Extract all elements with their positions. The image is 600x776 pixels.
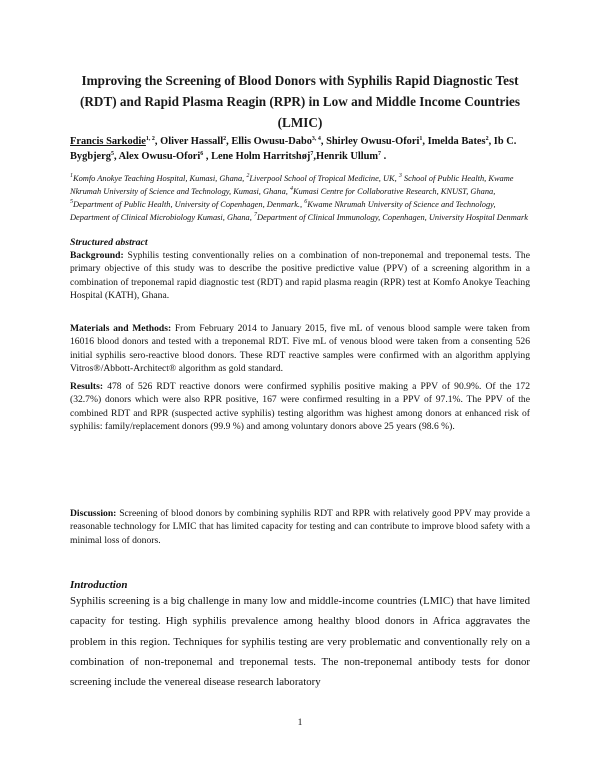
author-name: Alex Owusu-Ofori (118, 151, 201, 162)
author-affil-mark: 1, 2 (145, 136, 155, 142)
abstract-background (70, 249, 530, 303)
affil-mark: 4 (289, 186, 293, 193)
affil-mark: 3 (398, 173, 402, 179)
author (428, 136, 489, 147)
author-affil-mark: 7 (378, 151, 382, 157)
author (316, 151, 381, 162)
section-label: Materials and Methods: (70, 323, 172, 334)
introduction-text: Syphilis screening is a big challenge in many low and middle-income countries (LMIC) that have limited capacity for testing. High syphilis prevalence among healthy blood donors in Africa aggravates the problem in this region. Techniques for syphilis testing are very problematic and conventionally rely on a combination of non-treponemal and treponemal tests. The non-treponemal antibody tests for donor screening include the venereal disease research laboratory (70, 595, 530, 689)
author-affil-mark: 2 (223, 136, 227, 142)
author-name: Francis Sarkodie (70, 136, 146, 147)
section-text: Screening of blood donors by combining syphilis RDT and RPR with relatively good PPV may provide a reasonable technology for LMIC that has limited capacity for testing and can contribute to improve blood safety with a minimal loss of donors. (70, 508, 530, 546)
abstract-heading: Structured abstract (70, 237, 148, 248)
affiliations (70, 172, 530, 224)
affil-mark: 7 (253, 212, 257, 219)
author-name: Oliver Hassall (160, 136, 224, 147)
author-name: Imelda Bates (427, 136, 486, 147)
author-affil-mark: 3, 4 (311, 136, 321, 142)
author (211, 151, 313, 162)
affiliation: Department of Public Health, University of Copenhagen, Denmark., (73, 200, 305, 210)
introduction-heading: Introduction (70, 579, 128, 591)
author (119, 151, 204, 162)
author-affil-mark: 2 (485, 136, 489, 142)
abstract-results (70, 380, 530, 434)
author (231, 136, 321, 147)
page-number: 1 (297, 717, 303, 728)
affiliation: Komfo Anokye Teaching Hospital, Kumasi, Ghana, (73, 174, 247, 183)
author-name: Ib C. Bygbjerg (70, 136, 517, 162)
affil-mark: 5 (70, 199, 73, 206)
author (70, 136, 155, 147)
author-affil-mark: 5 (110, 151, 114, 157)
author (326, 136, 422, 147)
author-name: Henrik Ullum (315, 151, 379, 162)
section-text: From February 2014 to January 2015, five mL of venous blood sample were taken from 16016 blood donors and tested with a treponemal RDT. Five mL of venous blood were taken from a consenting 526 initial syphilis sero-reactive blood donors. These RDT reactive samples were confirmed with an algorithm applying Vitros®/Abbott-Architect® algorithm as gold standard. (70, 323, 530, 375)
section-label: Results: (70, 381, 104, 392)
author-affil-mark: 7 (310, 151, 314, 157)
author-affil-mark: 1 (419, 136, 423, 142)
abstract-methods (70, 322, 530, 376)
section-label: Discussion: (70, 508, 117, 519)
affiliation: Department of Clinical Immunology, Copenhagen, University Hospital Denmark (256, 213, 528, 223)
author-name: Lene Holm Harritshøj (211, 151, 311, 162)
author-name: Ellis Owusu-Dabo (231, 136, 312, 147)
section-text: 478 of 526 RDT reactive donors were confirmed syphilis positive making a PPV of 90.9%. Of the 172 (32.7%) donors which were also RPR positive, 167 were confirmed resulting in a PPV of 97.1%. The PPV of the combined RDT and RPR (suspected active syphilis) testing algorithm was highest among donors at enhanced risk of syphilis: family/replacement donors (99.9 %) and among voluntary donors above 25 years (98.6 %). (70, 381, 530, 433)
affiliation: Liverpool School of Tropical Medicine, UK, (249, 174, 399, 183)
abstract-discussion (70, 507, 530, 547)
section-label: Background: (70, 250, 124, 261)
affil-mark: 1 (70, 173, 73, 179)
section-text: Syphilis testing conventionally relies on a combination of non-treponemal and treponemal tests. The primary objective of this study was to describe the positive predictive value (PPV) of a screening algorithm in a combination of treponemal rapid diagnostic test (RDT) and rapid plasma reagin (RPR) test at Komfo Anokye Teaching Hospital (KATH), Ghana. (70, 250, 530, 302)
affil-mark: 6 (304, 199, 308, 206)
author-affil-mark: 6 (200, 151, 204, 157)
affiliation: Kwame Nkrumah University of Science and Technology, Department of Clinical Microbiology Kumasi, Ghana, (70, 200, 496, 223)
paper-title: Improving the Screening of Blood Donors with Syphilis Rapid Diagnostic Test (RDT) and Rapid Plasma Reagin (RPR) in Low and Middle Income Countries (LMIC) (80, 73, 520, 130)
author-name: Shirley Owusu-Ofori (326, 136, 420, 147)
affil-mark: 2 (246, 173, 250, 179)
author-list: Francis Sarkodie$^{1, 2}$, Oliver Hassall$^2$, Ellis Owusu-Dabo$^{3, 4}$, Shirley Owusu-Ofori$^1$, Imelda Bates$^2$, Ib C. Bygbjerg$^5$, Alex Owusu-Ofori$^6$ , Lene Holm Harritshøj$^7$,Henrik Ullum$^7$ . (70, 136, 517, 162)
affiliation: Kumasi Centre for Collaborative Research, KNUST, Ghana, (292, 187, 496, 197)
affiliation: School of Public Health, Kwame Nkrumah University of Science and Technology, Kumasi, Ghana, (70, 174, 514, 197)
author (160, 136, 226, 147)
